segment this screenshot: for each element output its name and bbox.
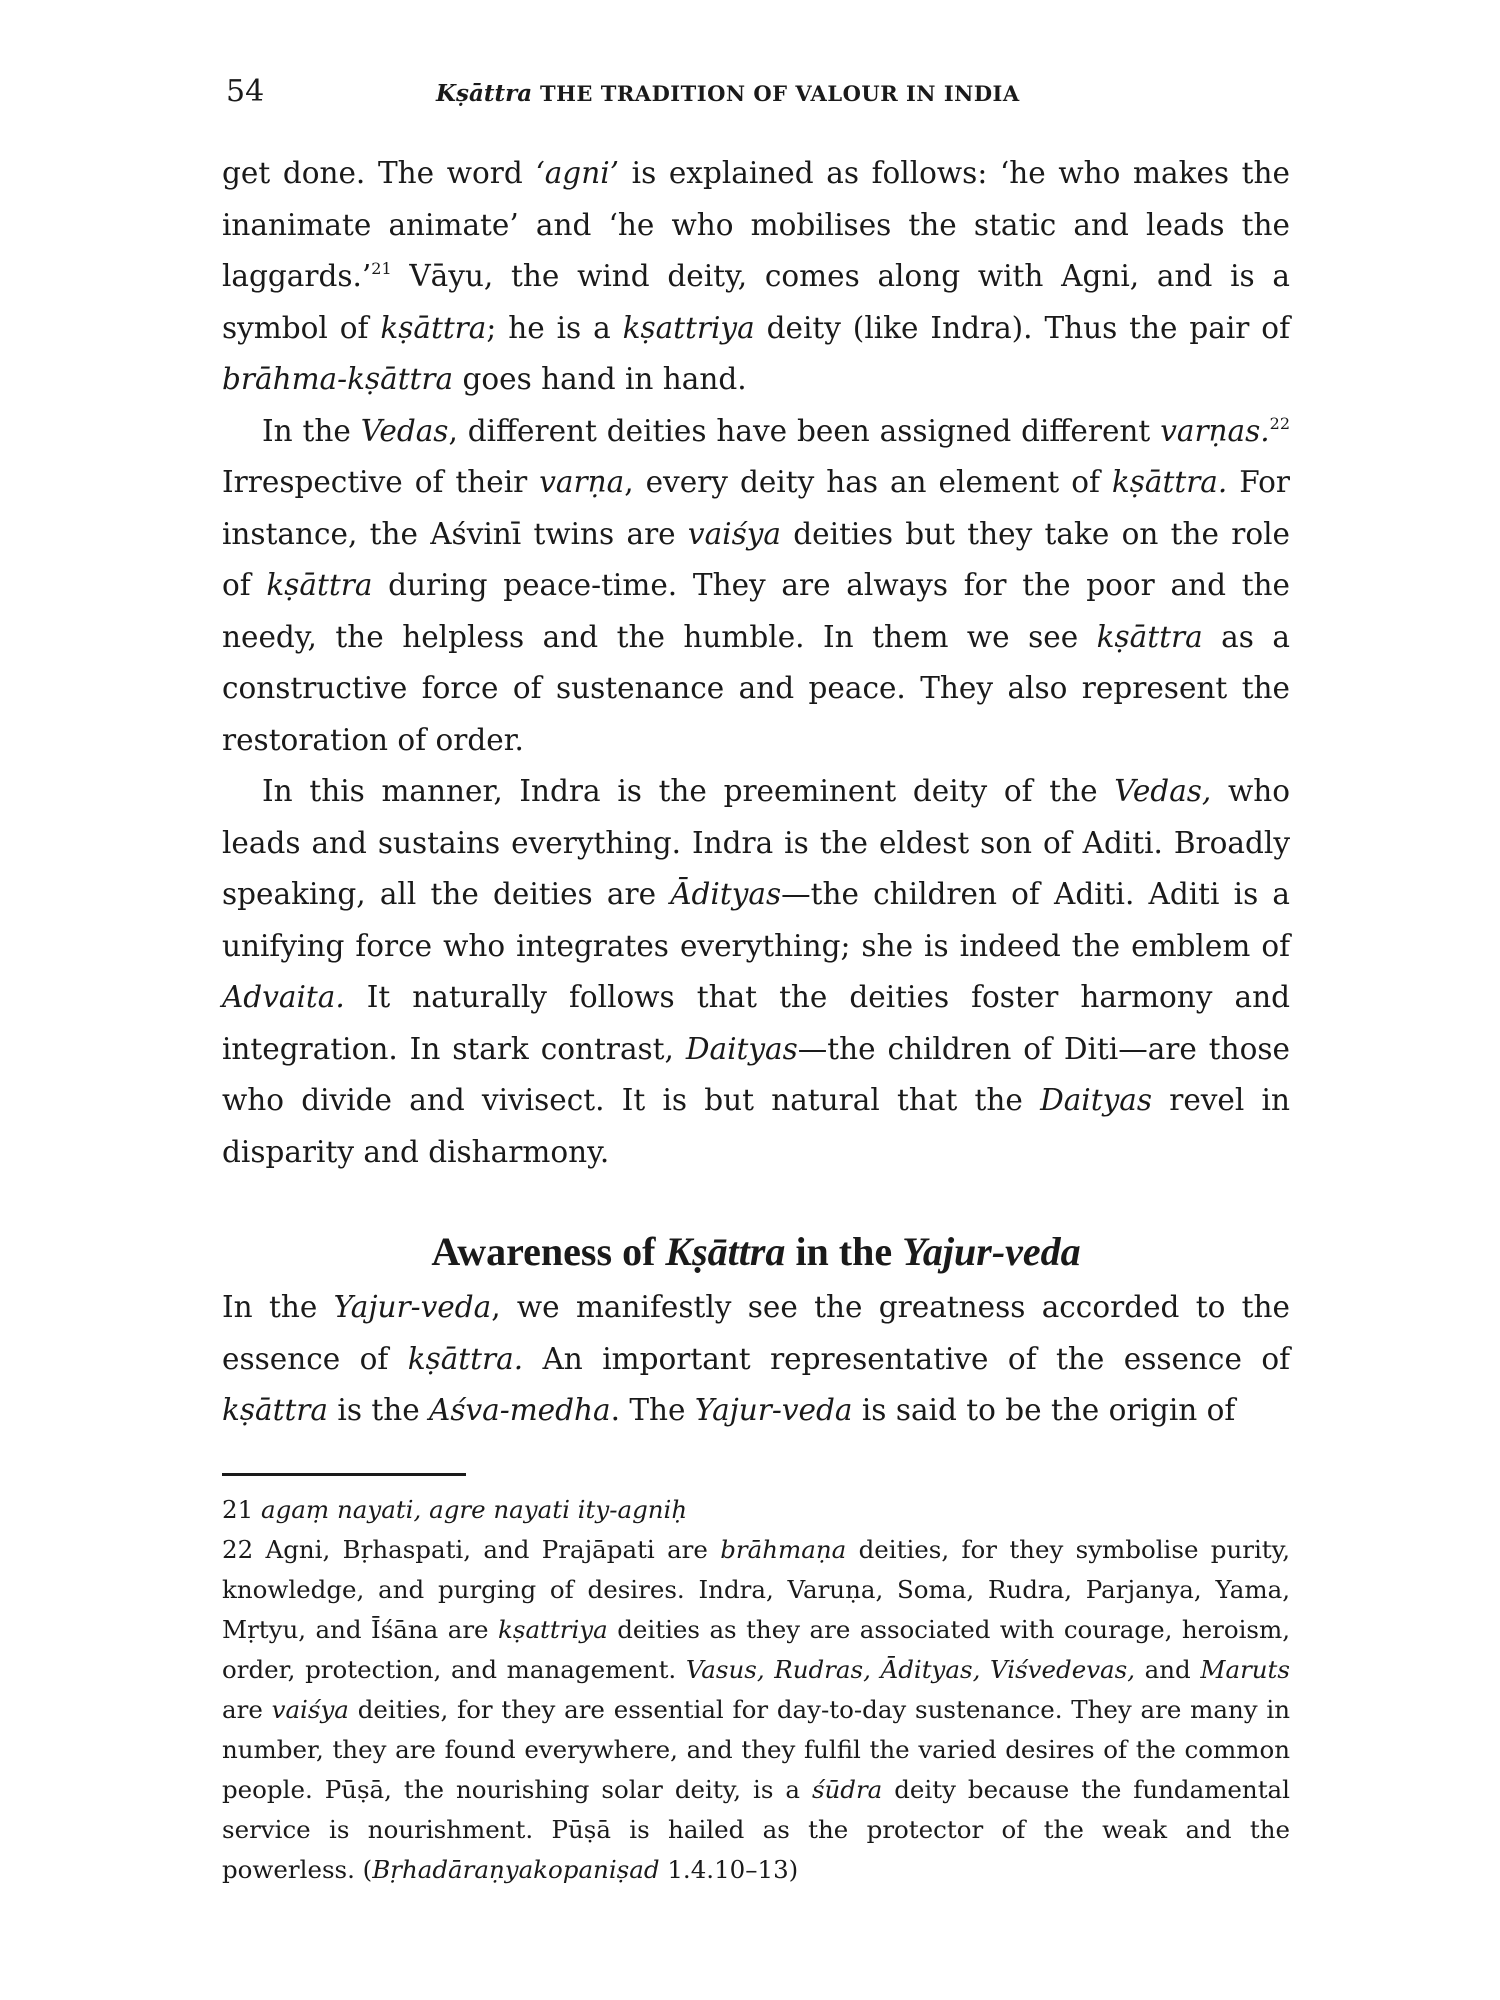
footnote-21: 21 agaṃ nayati, agre nayati ity-agniḥ (222, 1495, 688, 1524)
page-number: 54 (226, 74, 265, 109)
body-text (222, 148, 1290, 1437)
page-header (226, 74, 1286, 114)
section-heading: Awareness of Kṣāttra in the Yajur-veda (431, 1229, 1081, 1274)
footnote-22: 22 Agni, Bṛhaspati, and Prajāpati are brāhmaṇa deities, for they symbolise purity, knowledge, and purging of desires. Indra, Varuṇa, Soma, Rudra, Parjanya, Yama, Mṛtyu, and Īśāna are kṣattriya deities as they are associated with courage, heroism, order, protection, and management. Vasus, Rudras, Ādityas, Viśvedevas, and Maruts are vaiśya deities, for they are essential for day-to-day sustenance. They are many in number, they are found everywhere, and they fulfil the varied desires of the common people. Pūṣā, the nourishing solar deity, is a śūdra deity because the fundamental service is nourishment. Pūṣā is hailed as the protector of the weak and the powerless. (Bṛhadāraṇyakopaniṣad 1.4.10–13) (222, 1535, 1291, 1884)
footnote-divider (222, 1473, 466, 1476)
paragraph-4: In the Yajur-veda, we manifestly see the greatness accorded to the essence of kṣāttra. An important representative of the essence of kṣāttra is the Aśva-medha. The Yajur-veda is said to be the origin of (222, 1290, 1291, 1427)
paragraph-2: In the Vedas, different deities have been assigned different varṇas.$^{22}$ Irrespective of their varṇa, every deity has an element of kṣāttra. For instance, the Aśvinī twins are vaiśya deities but they take on the role of kṣāttra during peace-time. They are always for the poor and the needy, the helpless and the humble. In them we see kṣāttra as a constructive force of sustenance and peace. They also represent the restoration of order. (222, 413, 1291, 757)
footnotes (222, 1490, 1290, 1890)
paragraph-3: In this manner, Indra is the preeminent deity of the Vedas, who leads and sustains everything. Indra is the eldest son of Aditi. Broadly speaking, all the deities are Ādityas—the children of Aditi. Aditi is a unifying force who integrates everything; she is indeed the emblem of Advaita. It naturally follows that the deities foster harmony and integration. In stark contrast, Daityas—the children of Diti—are those who divide and vivisect. It is but natural that the Daityas revel in disparity and disharmony. (222, 774, 1291, 1169)
running-head-title: Kṣāttra (436, 80, 533, 107)
running-head (436, 80, 1020, 107)
paragraph-1: get done. The word ‘agni’ is explained as follows: ‘he who makes the inanimate animate’ and ‘he who mobilises the static and leads the laggards.’$^{21}$ Vāyu, the wind deity, comes along with Agni, and is a symbol of kṣāttra; he is a kṣattriya deity (like Indra). Thus the pair of brāhma-kṣāttra goes hand in hand. (222, 156, 1290, 396)
footnote-ref-22: 22 (1269, 413, 1291, 433)
running-head-subtitle: THE TRADITION OF VALOUR IN INDIA (539, 81, 1020, 106)
footnote-ref-21: 21 (371, 259, 392, 278)
